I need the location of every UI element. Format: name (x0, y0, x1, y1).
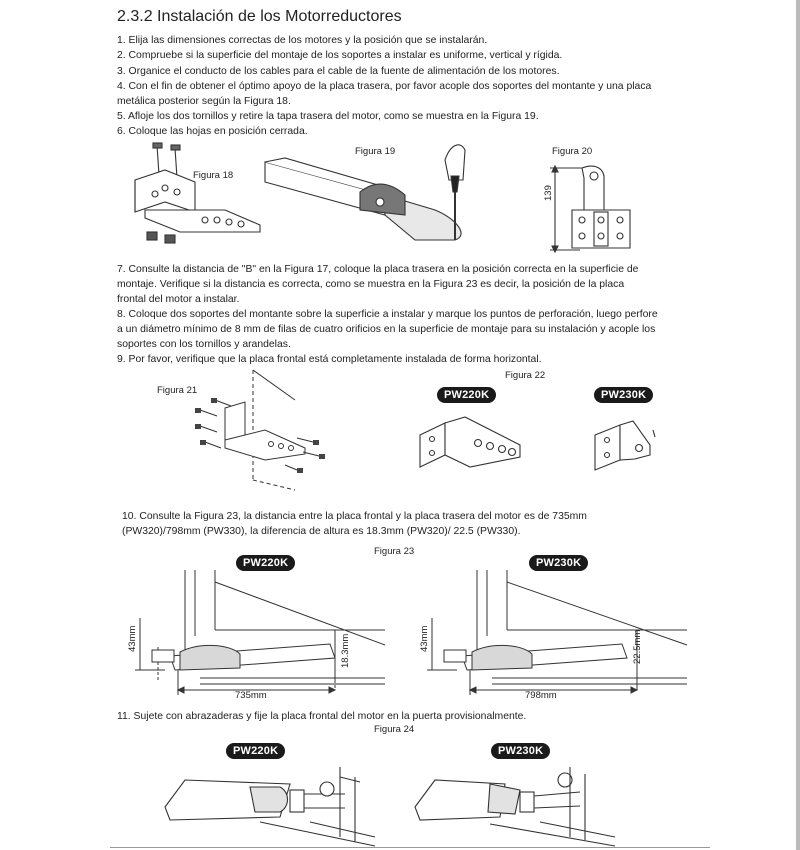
pw220k-badge: PW220K (437, 387, 496, 403)
page-bottom-rule (110, 847, 710, 848)
fig24-pw230k-badge: PW230K (491, 743, 550, 759)
fig23-left-length: 735mm (235, 690, 267, 701)
fig23-pw220k-badge: PW220K (236, 555, 295, 571)
step-6: 6. Coloque las hojas en posición cerrada. (117, 126, 308, 137)
figure-20-dimension: 139 (543, 185, 554, 201)
step-2: 2. Compruebe si la superficie del montaje de los soportes a instalar es uniforme, vertical y rígida. (117, 50, 563, 61)
figure-19-motor-drawing (265, 140, 485, 250)
step-4: 4. Con el fin de obtener el óptimo apoyo de la placa trasera, por favor acople dos soportes del montante y una placa (117, 81, 652, 92)
figure-23-caption: Figura 23 (374, 546, 415, 557)
section-title: 2.3.2 Instalación de los Motorreductores (117, 8, 402, 25)
figure-19-caption: Figura 19 (355, 146, 396, 157)
figure-20-bracket-drawing (540, 160, 650, 260)
step-11: 11. Sujete con abrazaderas y fije la placa frontal del motor en la puerta provisionalmente. (117, 711, 527, 722)
step-10: 10. Consulte la Figura 23, la distancia entre la placa frontal y la placa trasera del motor es de 735mm (122, 511, 587, 522)
step-8: 8. Coloque dos soportes del montante sobre la superficie a instalar y marque los puntos de perforación, luego perfore (117, 309, 658, 320)
fig23-right-diff: 22.5mm (632, 629, 643, 664)
step-10-cont: (PW320)/798mm (PW330), la diferencia de altura es 18.3mm (PW320)/ 22.5 (PW330). (122, 526, 521, 537)
fig24-pw220k-badge: PW220K (226, 743, 285, 759)
step-8-cont1: a un diámetro mínimo de 8 mm de filas de cuatro orificios en la superficie de montaje para su instalación y acople los (117, 324, 656, 335)
step-5: 5. Afloje los dos tornillos y retire la tapa trasera del motor, como se muestra en la Figura 19. (117, 111, 539, 122)
figure-22-caption: Figura 22 (505, 370, 546, 381)
figure-24-right-clamp-drawing (410, 762, 620, 847)
step-3: 3. Organice el conducto de los cables para el cable de la fuente de alimentación de los motores. (117, 66, 560, 77)
step-8-cont2: soportes con los tornillos y arandelas. (117, 339, 291, 350)
figure-18-bracket-drawing (125, 140, 265, 250)
pw230k-badge: PW230K (594, 387, 653, 403)
figure-22-pw230k-bracket (585, 415, 665, 475)
figure-23-right-diagram (412, 570, 690, 705)
figure-24-left-clamp-drawing (160, 762, 380, 847)
figure-21-caption: Figura 21 (157, 385, 198, 396)
step-7-cont2: frontal del motor a instalar. (117, 294, 240, 305)
fig23-left-diff: 18.3mm (340, 633, 351, 668)
fig23-left-height: 43mm (127, 625, 138, 652)
figure-20-caption: Figura 20 (552, 146, 593, 157)
figure-24-caption: Figura 24 (374, 724, 415, 735)
fig23-pw230k-badge: PW230K (529, 555, 588, 571)
figure-18-caption: Figura 18 (193, 170, 234, 181)
scan-edge (796, 0, 800, 850)
step-4-cont: metálica posterior según la Figura 18. (117, 96, 291, 107)
fig23-right-height: 43mm (419, 625, 430, 652)
figure-21-wall-mount-drawing (185, 370, 335, 490)
step-7: 7. Consulte la distancia de "B" en la Figura 17, coloque la placa trasera en la posición correcta en la superficie de (117, 264, 639, 275)
step-7-cont1: montaje. Verifique si la distancia es correcta, como se muestra en la Figura 23 es decir, la posición de la placa (117, 279, 625, 290)
step-1: 1. Elija las dimensiones correctas de los motores y la posición que se instalarán. (117, 35, 488, 46)
figure-22-pw220k-bracket (410, 405, 530, 475)
step-9: 9. Por favor, verifique que la placa frontal está completamente instalada de forma horizontal. (117, 354, 542, 365)
fig23-right-length: 798mm (525, 690, 557, 701)
